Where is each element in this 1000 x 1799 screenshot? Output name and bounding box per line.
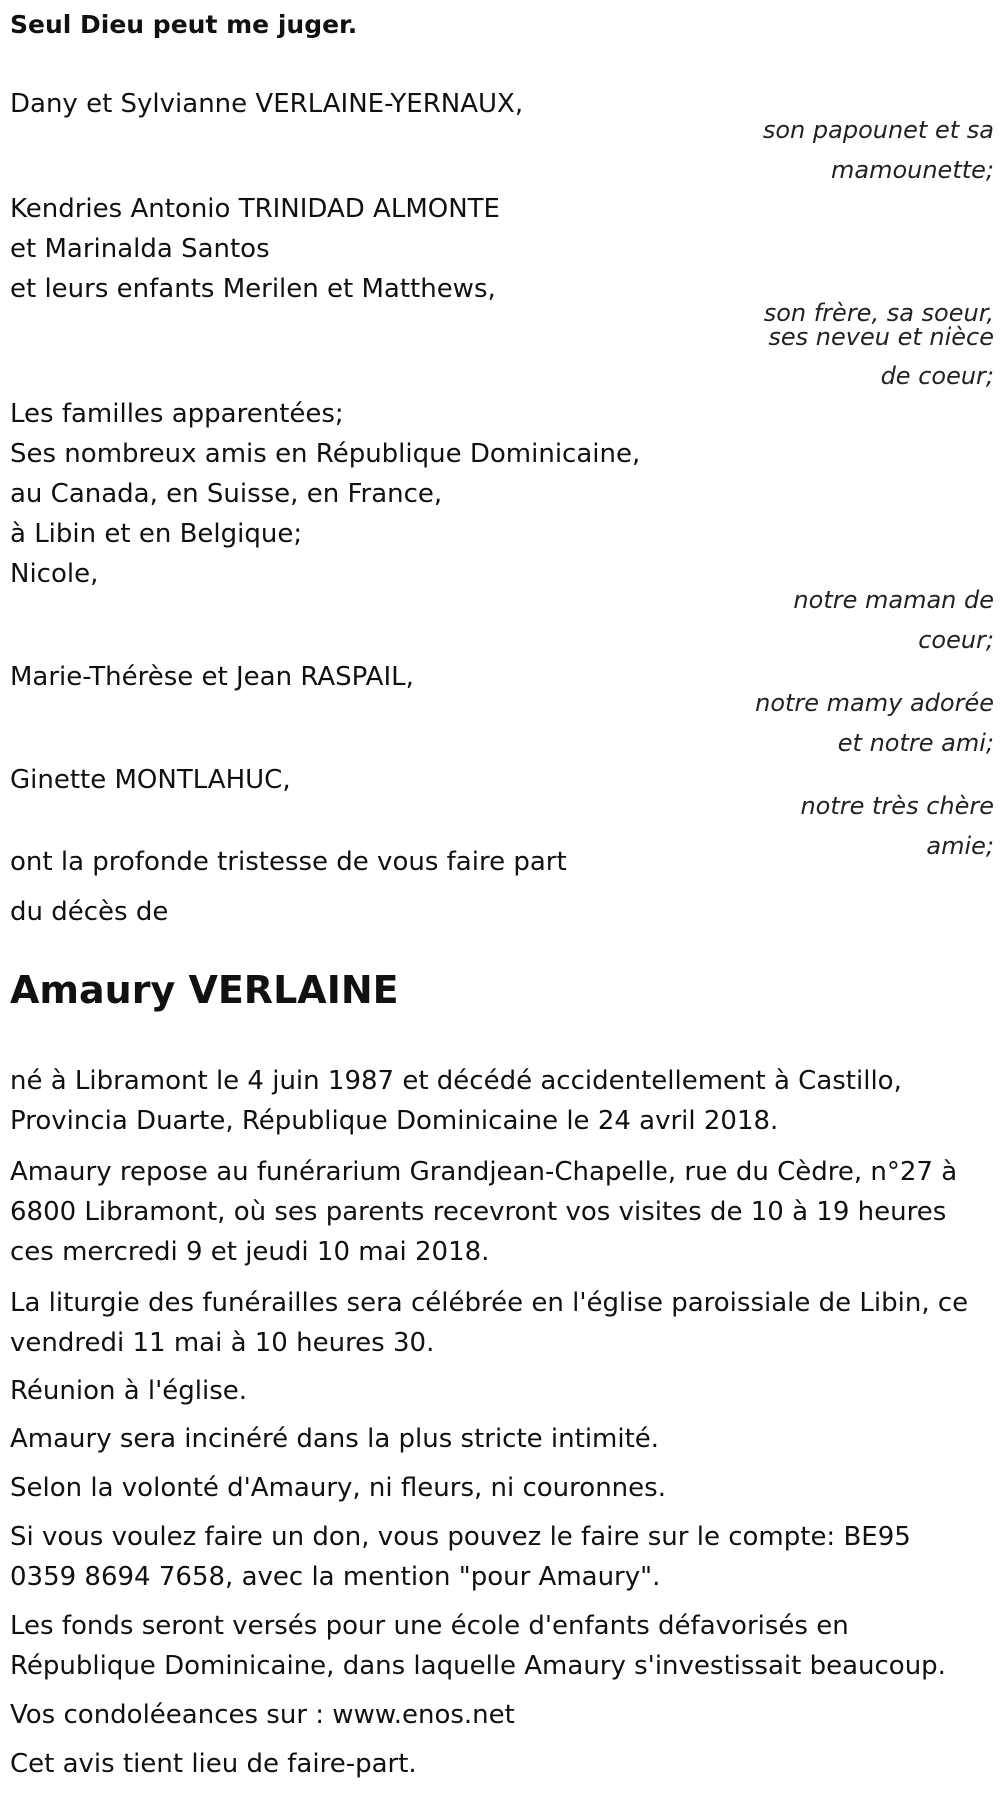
family-relation-line: et notre ami; [837, 729, 994, 757]
family-name-line: Ses nombreux amis en République Dominicaine, [10, 439, 641, 469]
notice-paragraph: Amaury repose au funérarium Grandjean-Chapelle, rue du Cèdre, n°27 à 6800 Libramont, où ses parents recevront vos visites de 10 à 19 heures ces mercredi 9 et jeudi 10 mai 2018. [10, 1157, 958, 1267]
family-name-line: Nicole, [10, 559, 99, 589]
notice-paragraph: Les fonds seront versés pour une école d'enfants défavorisés en République Dominicaine, dans laquelle Amaury s'investissait beaucoup. [10, 1611, 946, 1681]
family-name-line: à Libin et en Belgique; [10, 519, 303, 549]
notice-paragraph: Selon la volonté d'Amaury, ni fleurs, ni couronnes. [10, 1473, 666, 1503]
motto: Seul Dieu peut me juger. [10, 10, 358, 39]
notice-paragraph: né à Libramont le 4 juin 1987 et décédé accidentellement à Castillo, Provincia Duarte, République Dominicaine le 24 avril 2018. [10, 1066, 902, 1136]
family-relation-line: mamounette; [830, 156, 994, 184]
family-relation-line: notre mamy adorée [755, 689, 994, 717]
family-name-line: Kendries Antonio TRINIDAD ALMONTE [10, 194, 500, 224]
notice-paragraph: Si vous voulez faire un don, vous pouvez le faire sur le compte: BE95 0359 8694 7658, avec la mention "pour Amaury". [10, 1522, 911, 1592]
family-name-line: Les familles apparentées; [10, 399, 344, 429]
announcement-line: du décès de [10, 897, 169, 927]
family-relation-line: de coeur; [880, 362, 994, 390]
family-name-line: au Canada, en Suisse, en France, [10, 479, 443, 509]
notice-paragraph: La liturgie des funérailles sera célébrée en l'église paroissiale de Libin, ce vendredi 11 mai à 10 heures 30. [10, 1288, 969, 1358]
family-relation-line: ses neveu et nièce [768, 323, 994, 351]
family-relation-line: son papounet et sa [762, 116, 994, 144]
family-relation-line: coeur; [918, 626, 994, 654]
family-relation-line: amie; [926, 832, 994, 860]
family-name-line: Dany et Sylvianne VERLAINE-YERNAUX, [10, 89, 524, 119]
deceased-name: Amaury VERLAINE [10, 968, 399, 1012]
notice-paragraph: Réunion à l'église. [10, 1376, 248, 1406]
notice-paragraph: Cet avis tient lieu de faire-part. [10, 1749, 417, 1779]
notice-paragraph: Vos condoléeances sur : www.enos.net [10, 1700, 515, 1730]
notice-paragraph: Amaury sera incinéré dans la plus stricte intimité. [10, 1424, 660, 1454]
announcement-line: ont la profonde tristesse de vous faire part [10, 847, 567, 877]
family-name-line: et leurs enfants Merilen et Matthews, [10, 274, 496, 304]
family-name-line: Ginette MONTLAHUC, [10, 765, 291, 795]
family-relation-line: notre très chère [800, 792, 994, 820]
family-name-line: Marie-Thérèse et Jean RASPAIL, [10, 662, 414, 692]
family-relation-line: son frère, sa soeur, [763, 299, 994, 327]
family-relation-line: notre maman de [793, 586, 994, 614]
family-name-line: et Marinalda Santos [10, 234, 270, 264]
